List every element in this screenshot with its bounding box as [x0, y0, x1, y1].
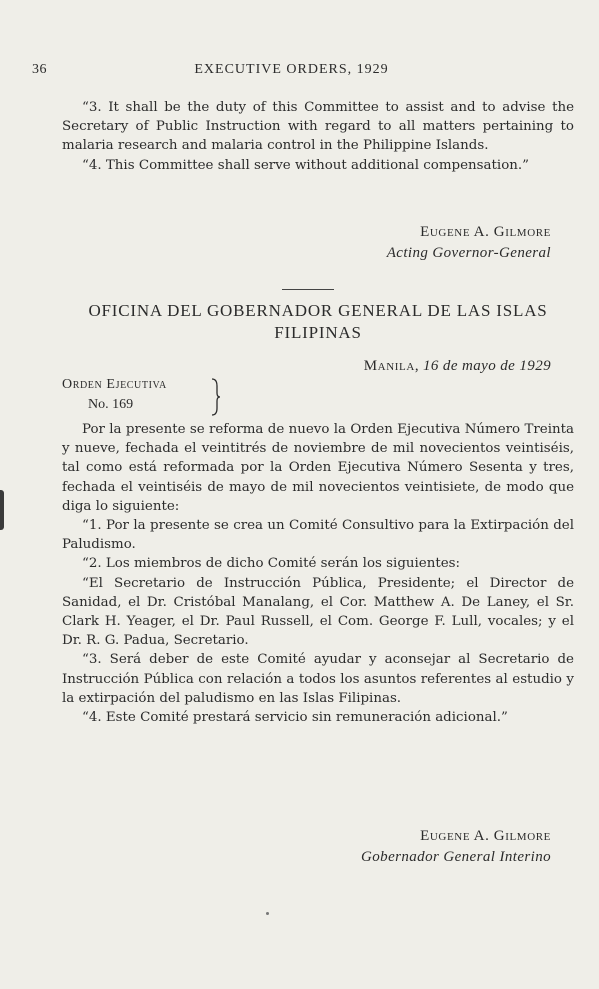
- dateline-date: 16 de mayo de 1929: [422, 358, 551, 374]
- brace-icon: [211, 378, 221, 416]
- spanish-members-list: “El Secretario de Instrucción Pública, Presidente; el Director de Sanidad, el Dr. Cristóbal Manalang, el Cor. Matthew A. De Laney, el Sr. Clark H. Yeager, el Dr. Paul Russell, el Com. George F. Lull, vocales; y el Dr. R. G. Padua, Secretario.: [62, 575, 574, 649]
- print-speck: [266, 912, 269, 915]
- spanish-preamble: Por la presente se reforma de nuevo la Orden Ejecutiva Número Treinta y nueve, fechada el veintitrés de noviembre de mil novecientos veintiséis, tal como está reformada por la Orden Ejecutiva Número Sesenta y tres, fechada el veintiséis de mayo de mil novecientos veintisiete, de modo que diga lo siguiente:: [62, 422, 574, 514]
- signature-name: Eugene A. Gilmore: [420, 224, 551, 240]
- section-divider: [282, 289, 334, 290]
- signature-title: Acting Governor-General: [386, 245, 551, 261]
- order-number: No. 169: [88, 397, 134, 412]
- english-paragraph-3: “3. It shall be the duty of this Committee to assist and to advise the Secretary of Public Instruction with regard to all matters pertaining to malaria research and malaria control in the Philippine Islands.: [62, 100, 574, 154]
- dateline-place: Manila,: [363, 358, 420, 374]
- dateline: [364, 358, 551, 375]
- running-head-title: EXECUTIVE ORDERS, 1929: [194, 62, 389, 77]
- running-head: [32, 62, 551, 82]
- spanish-signature: [361, 826, 551, 868]
- office-heading: OFICINA DEL GOBERNADOR GENERAL DE LAS ISLAS FILIPINAS: [88, 301, 548, 342]
- signature-title: Gobernador General Interino: [361, 849, 551, 865]
- english-signature: [387, 222, 551, 264]
- page-number: 36: [32, 62, 47, 77]
- english-paragraph-4: “4. This Committee shall serve without additional compensation.”: [82, 157, 529, 173]
- order-label-text: Orden Ejecutiva: [62, 377, 167, 392]
- page-edge-mark: [0, 490, 4, 530]
- spanish-paragraph-2: “2. Los miembros de dicho Comité serán los siguientes:: [82, 556, 461, 572]
- order-label: [62, 375, 167, 415]
- spanish-paragraph-4: “4. Este Comité prestará servicio sin remuneración adicional.”: [82, 710, 508, 726]
- spanish-paragraph-3: “3. Será deber de este Comité ayudar y aconsejar al Secretario de Instrucción Pública con relación a todos los asuntos referentes al estudio y la extirpación del paludismo en las Islas Filipinas.: [62, 652, 574, 706]
- english-order-body: [62, 98, 574, 175]
- spanish-paragraph-1: “1. Por la presente se crea un Comité Consultivo para la Extirpación del Paludismo.: [62, 518, 574, 553]
- signature-name: Eugene A. Gilmore: [420, 828, 551, 844]
- spanish-order-body: [62, 420, 574, 727]
